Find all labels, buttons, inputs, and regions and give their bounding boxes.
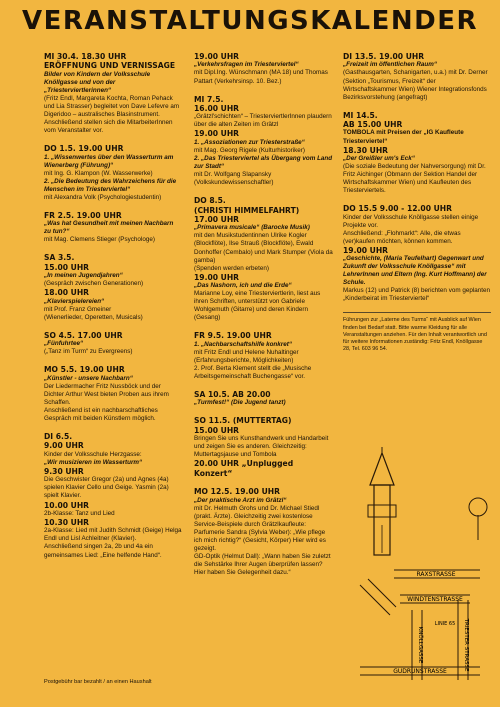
event-text: mit Dipl.Ing. Wünschmann (MA 18) und Thomas Pattart (Verkehrsinsp. 10. Bez.) — [194, 69, 328, 85]
event-text: „Fünfuhrtee“ — [44, 340, 84, 348]
event-block — [44, 211, 182, 245]
event-block — [44, 144, 182, 202]
event-text: Anschließend ist ein nachbarschaftliches Gespräch mit beiden Künstlern möglich. — [44, 406, 158, 423]
event-text: Marianne Loy, eine Triesterviertlerin, liest aus ihren Schriften, unterstützt von Gabriele Wohlgemuth (Gitarre) und deren Kindern (Gesang) — [194, 290, 321, 322]
event-heading: DI 13.5. 19.00 UHR — [343, 52, 425, 61]
event-heading: SO 11.5. (MUTTERTAG) — [194, 416, 292, 426]
tree-icon — [469, 498, 487, 540]
event-block — [44, 331, 182, 357]
event-text: 19.00 UHR — [343, 245, 389, 255]
event-text: „Grätzl'schichten“ – TriesterviertlerInnen plaudern über die alten Zeiten im Grätzl — [194, 113, 332, 129]
event-text: „Der Greißler um's Eck“ — [343, 154, 415, 162]
column-2 — [194, 52, 334, 586]
event-text: mit Alexandra Volk (Psychologiestudentin) — [44, 193, 162, 201]
event-text: 1. „Wissenwertes über den Wasserturm am Wienerberg (Führung)“ — [44, 153, 174, 169]
event-text: 18.00 UHR — [44, 288, 90, 298]
event-block — [44, 365, 182, 423]
street-label-windten: WINDTENSTRASSE — [407, 596, 463, 603]
event-text: „Künstler - unsere Nachbarn“ — [44, 374, 133, 382]
event-text: Markus (12) und Patrick (8) berichten vom geplanten „Kinderbeirat im Triesterviertel“ — [343, 287, 490, 303]
event-heading: DO 8.5. — [194, 196, 226, 206]
event-text: mit Mag. Clemens Stieger (Psychologe) — [44, 236, 155, 244]
event-text: 19.00 UHR — [194, 129, 240, 139]
event-heading: MI 30.4. 18.30 UHR — [44, 52, 127, 61]
event-text: AB 15.00 UHR — [343, 120, 403, 130]
event-text: 2a-Klasse: Lied mit Judith Schmidt (Geige) Helga Endl und Lisl Achleitner (Klavier). — [44, 527, 182, 543]
event-block — [44, 52, 182, 135]
event-text: (Die soziale Bedeutung der Nahversorgung) mit Dr. Fritz Aichinger (Obmann der Sektion Handel der Wirtschaftskammer Wien) und Kaufleuten des Triesterviertels. — [343, 163, 486, 195]
event-text: mit Dr. Helmuth Grohs und Dr. Michael Stiedl (prakt. Ärzte). Gleichzeitig zwei kostenlose Service-Beispiele durch Grätzlkaufleute: Parfumerie Sandra (Sylvia Weber): „Wie pflege ich mich richtig?“ (Gesicht, Körper) Hier wird es gezeigt. — [194, 504, 326, 552]
event-text: 9.30 UHR — [44, 466, 84, 476]
event-block — [194, 487, 334, 577]
event-text: mit Dr. Wolfgang Slapansky (Volkskundewissenschaftler) — [194, 171, 274, 187]
event-block — [194, 331, 334, 381]
event-text: Kinder der Volksschule Herzgasse: — [44, 450, 142, 458]
event-text: 17.00 UHR — [194, 214, 240, 224]
event-text: „Primavera musicale“ (Barocke Musik) — [194, 224, 310, 232]
event-heading: MO 12.5. 19.00 UHR — [194, 487, 280, 497]
event-text: 2. „Das Triesterviertel als Übergang vom Land zur Stadt“ — [194, 154, 333, 170]
event-text: 2. Prof. Berta Klement stellt die „Musische Arbeitsgemeinschaft Buchengasse“ vor. — [194, 364, 312, 380]
event-heading: 19.00 UHR — [194, 52, 240, 61]
event-text: „Was hat Gesundheit mit meinen Nachbarn zu tun?“ — [44, 220, 174, 236]
event-text: mit den Musikstudentinnen Ulrike Kogler (Blockflöte), Ilse Strauß (Blockflöte), Ewald Donhoffer (Cembalo) und Mark Stumper (Viola da gamba) — [194, 232, 333, 264]
event-text: Anschließend: „Flohmarkt“: Alle, die etwas (ver)kaufen möchten, können kommen. — [343, 229, 461, 245]
event-block — [343, 204, 491, 303]
event-text: Kinder der Volksschule Knöllgasse stellen einige Projekte vor. — [343, 213, 479, 229]
event-text: 1. „Assoziationen zur Triesterstraße“ — [194, 138, 305, 146]
event-text: „Das Nashorn, ich und die Erde“ — [194, 282, 292, 290]
event-block — [44, 432, 182, 560]
event-text: („Tanz im Turm“ zu Evergreens) — [44, 348, 133, 356]
event-text: „In meinen Jugendjahren“ — [44, 272, 123, 280]
event-text: 2b-Klasse: Tanz und Lied — [44, 509, 115, 517]
event-block — [194, 95, 334, 188]
event-heading: FR 9.5. 19.00 UHR — [194, 331, 272, 341]
location-map — [350, 445, 490, 690]
event-heading: SA 10.5. AB 20.00 — [194, 389, 271, 399]
event-heading: DO 15.5 9.00 - 12.00 UHR — [343, 204, 452, 214]
event-text: „Klavierspielereien“ — [44, 297, 105, 305]
street-label-gudrun: GUDRUNSTRASSE — [393, 668, 447, 675]
event-heading: MI 14.5. — [343, 110, 378, 120]
event-heading: MO 5.5. 19.00 UHR — [44, 365, 125, 375]
event-block — [194, 196, 334, 322]
street-label-triester: TRIESTER STRASSE — [463, 618, 469, 672]
event-text: 15.00 UHR — [194, 425, 240, 435]
event-text: 16.00 UHR — [194, 103, 240, 113]
event-text: Der Liedermacher Fritz Nussböck und der Dichter Arthur West bieten Proben aus ihrem Schaffen. — [44, 382, 169, 406]
water-tower-icon — [368, 447, 396, 555]
event-text: ERÖFFNUNG UND VERNISSAGE — [44, 61, 176, 71]
event-heading: DI 6.5. — [44, 432, 73, 442]
event-text: 20.00 UHR „Unplugged Konzert“ — [194, 459, 294, 478]
event-text: (Gespräch zwischen Generationen) — [44, 280, 144, 288]
event-text: „Der praktische Arzt im Grätzl“ — [194, 496, 287, 504]
column-1 — [44, 52, 182, 569]
event-text: 1. „Nachbarschaftshilfe konkret“ — [194, 340, 292, 348]
event-text: 9.00 UHR — [44, 441, 84, 451]
event-text: Die Geschwister Gregor (2a) und Agnes (4a) spielen Klavier Cello und Geige. Yasmin (2a) spielt Klavier. — [44, 476, 169, 500]
event-block — [44, 253, 182, 321]
page-title: VERANSTALTUNGSKALENDER — [21, 6, 478, 36]
info-note: Führungen zur „Laterne des Turms“ mit Ausblick auf Wien finden bei Bedarf statt. Bitte warme Kleidung für alle Veranstaltungen anziehen. Für den Inhalt verantwortlich und für weitere Informationen zuständig: Fritz Endl, Knöllgasse 28, Tel. 603 96 54. — [343, 312, 491, 353]
event-text: „Geschichte, (Maria Teufelhart) Gegenwart und Zukunft der Volksschule Knöllgasse“ mit LehrerInnen und Eltern (Ing. Kurt Hoffmann) der Schule. — [343, 255, 487, 287]
event-text: Anschließend singen 2a, 2b und 4a ein gemeinsames Lied: „Eine helfende Hand“. — [44, 543, 162, 559]
event-heading: DO 1.5. 19.00 UHR — [44, 144, 124, 154]
event-heading: SO 4.5. 17.00 UHR — [44, 330, 123, 340]
street-label-rax: RAXSTRASSE — [416, 571, 456, 578]
event-text: Bringen Sie uns Kunsthandwerk und Handarbeit und zeigen Sie es anderen. Gleichzeitig: Muttertagsjause und Tombola — [194, 435, 329, 459]
event-text: „Verkehrsfragen im Triesterviertel“ — [194, 61, 299, 69]
event-text: 10.30 UHR — [44, 517, 90, 527]
event-heading: MI 7.5. — [194, 94, 224, 104]
event-text: (CHRISTI HIMMELFAHRT) — [194, 205, 300, 215]
event-text: 10.00 UHR — [44, 500, 90, 510]
event-text: (Spenden werden erbeten) — [194, 264, 269, 272]
event-block — [194, 52, 334, 86]
event-text: 2. „Die Bedeutung des Wahrzeichens für die Menschen im Triesterviertel“ — [44, 177, 177, 193]
event-text: „Freizeit im öffentlichen Raum“ — [343, 61, 438, 69]
event-text: mit Prof. Franz Gmeiner — [44, 305, 112, 313]
postage-footer: Postgebühr bar bezahlt / an einen Haushalt — [44, 679, 152, 685]
event-text: „Wir musizieren im Wasserturm“ — [44, 458, 143, 466]
event-block — [343, 111, 491, 196]
street-label-knoell: KNÖLLGASSE — [417, 626, 423, 664]
event-text: mit Fritz Endl und Helene Nuhaltinger (Erfahrungsberichte, Möglichkeiten) — [194, 348, 299, 364]
event-text: (Fritz Endl, Margareta Kochta, Roman Pehack und Lia Strasser) begleitet von Dave Lefevre am Digeridoo – australisches Blasinstrument. — [44, 94, 180, 119]
event-text: TOMBOLA mit Preisen der „IG Kaufleute Triesterviertel“ — [343, 129, 464, 145]
event-text: mit Ing. G. Klampon (W. Wasserwerke) — [44, 169, 153, 177]
event-text: 19.00 UHR — [194, 272, 240, 282]
event-text: 18.30 UHR — [343, 145, 389, 155]
tram-line-label: LINIE 65 — [434, 621, 456, 627]
event-text: (Gasthausgarten, Schanigarten, u.a.) mit Dr. Derner (Sektion „Tourismus, Freizeit“ der Wirtschaftskammer Wien) Wiener Integrationsfonds Bezirksvorstehung (angefragt) — [343, 69, 488, 101]
event-heading: SA 3.5. — [44, 253, 75, 263]
event-block — [343, 52, 491, 102]
column-3 — [343, 52, 491, 353]
event-block — [194, 390, 334, 407]
event-text: Anschließend stellen sich die MitarbeiterInnen vom Veranstalter vor. — [44, 119, 173, 135]
event-heading: FR 2.5. 19.00 UHR — [44, 210, 122, 220]
event-block — [194, 416, 334, 478]
event-text: mit Mag. Georg Rigele (Kulturhistoriker) — [194, 146, 305, 154]
event-text: 15.00 UHR — [44, 262, 90, 272]
event-text: Bilder von Kindern der Volksschule Knöllgasse und von der „Triesterviertlerinnen“ — [44, 70, 151, 94]
event-text: GD-Optik (Helmut Dall): „Wann haben Sie zuletzt die Sehstärke Ihrer Augen überprüfen lassen? Hier haben Sie Gelegenheit dazu.“ — [194, 552, 331, 576]
event-text: (Wienerlieder, Operetten, Musicals) — [44, 313, 143, 321]
event-text: „Turmfest!“ (Die Jugend tanzt) — [194, 399, 286, 407]
